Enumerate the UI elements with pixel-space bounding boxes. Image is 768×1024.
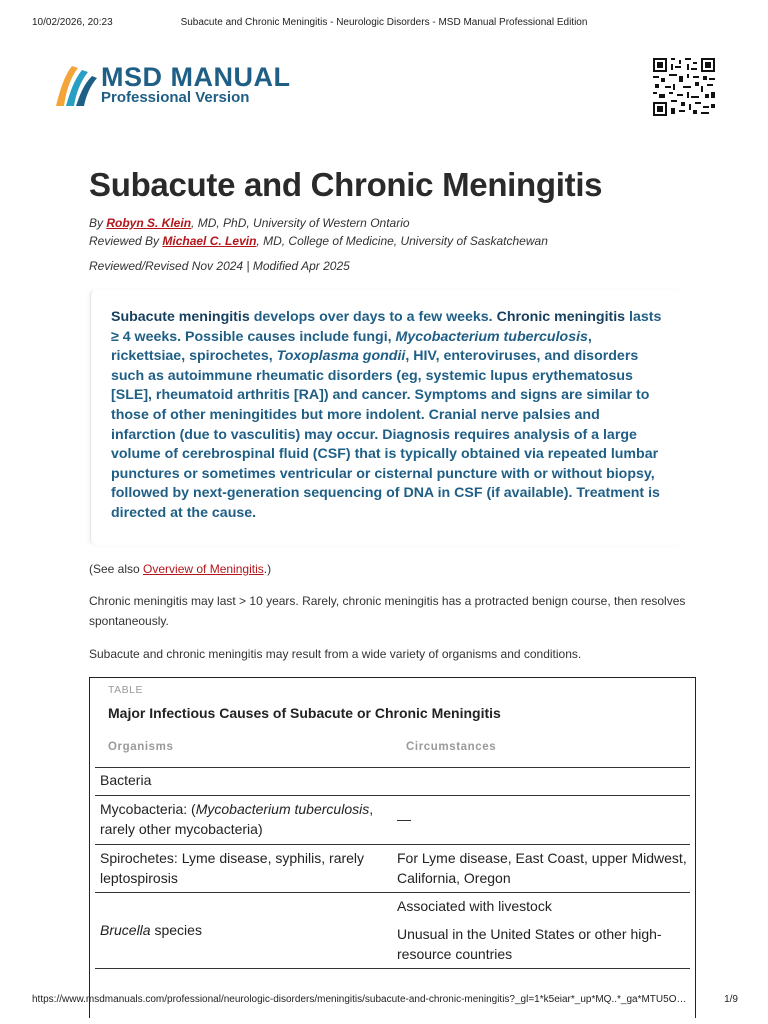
table-title: Major Infectious Causes of Subacute or Chronic Meningitis [108, 705, 501, 721]
table-cell-organism: Brucella species [100, 922, 202, 938]
table-divider [95, 795, 690, 796]
author-link[interactable]: Robyn S. Klein [106, 216, 192, 230]
table-divider [95, 968, 690, 969]
body-paragraph: Chronic meningitis may last > 10 years. Rarely, chronic meningitis has a protracted benign course, then resolves spontaneously. [89, 594, 686, 628]
table-cell-organism: Bacteria [100, 772, 152, 788]
table-cell-organism: Spirochetes: Lyme disease, syphilis, rarely leptospirosis [100, 850, 365, 886]
see-also: (See also Overview of Meningitis.) [89, 562, 272, 576]
logo-subtitle: Professional Version [101, 89, 250, 106]
print-page-number: 1/9 [724, 994, 738, 1005]
reviewer-byline: Reviewed By Michael C. Levin, MD, College of Medicine, University of Saskatchewan [89, 234, 548, 248]
table-cell-circumstance: Unusual in the United States or other high-resource countries [397, 926, 662, 962]
table-divider [95, 844, 690, 845]
qr-code-icon [653, 58, 715, 116]
print-timestamp: 10/02/2026, 20:23 [32, 17, 113, 28]
column-header-circumstances: Circumstances [406, 741, 497, 753]
logo-title: MSD MANUAL [101, 62, 291, 92]
print-footer [0, 994, 768, 1008]
table-tag: TABLE [108, 684, 143, 696]
print-page-title: Subacute and Chronic Meningitis - Neurologic Disorders - MSD Manual Professional Edition [180, 17, 588, 28]
table-cell-circumstance: Associated with livestock [397, 898, 552, 914]
article-title: Subacute and Chronic Meningitis [89, 166, 603, 203]
causes-table [89, 677, 696, 1018]
review-dates: Reviewed/Revised Nov 2024 | Modified Apr 2025 [89, 259, 350, 273]
column-header-organisms: Organisms [108, 741, 174, 753]
summary-box [90, 290, 681, 545]
table-cell-circumstance: — [397, 811, 411, 827]
print-header [0, 17, 768, 31]
msd-logo-icon [54, 62, 98, 108]
table-divider [95, 767, 690, 768]
table-cell-circumstance: For Lyme disease, East Coast, upper Midwest, California, Oregon [397, 850, 687, 886]
overview-meningitis-link[interactable]: Overview of Meningitis [143, 562, 264, 576]
body-paragraph: Subacute and chronic meningitis may result from a wide variety of organisms and conditions. [89, 647, 582, 661]
table-divider [95, 892, 690, 893]
summary-text: Subacute meningitis develops over days to a few weeks. Chronic meningitis lasts ≥ 4 weeks. Possible causes include fungi, Mycobacterium tuberculosis, rickettsiae, spirochetes, Toxoplasma gondii, HIV, enteroviruses, and disorders such as autoimmune rheumatic disorders (eg, systemic lupus erythematosus [SLE], rheumatoid arthritis [RA]) and cancer. Symptoms and signs are similar to those of other meningitides but more indolent. Cranial nerve palsies and infarction (due to vasculitis) may occur. Diagnosis requires analysis of a large volume of cerebrospinal fluid (CSF) that is typically obtained via repeated lumbar punctures or sometimes ventricular or cisternal puncture with or without biopsy, followed by next-generation sequencing of DNA in CSF (if available). Treatment is directed at the cause. [111, 309, 662, 521]
reviewer-link[interactable]: Michael C. Levin [162, 234, 257, 248]
msd-manual-logo[interactable] [54, 60, 314, 110]
table-cell-organism: Mycobacteria: (Mycobacterium tuberculosis, rarely other mycobacteria) [100, 801, 374, 837]
author-byline: By Robyn S. Klein, MD, PhD, University of Western Ontario [89, 216, 410, 230]
print-url: https://www.msdmanuals.com/professional/neurologic-disorders/meningitis/subacute-and-chronic-meningitis?_gl=1*k5eiar*_up*MQ..*_ga*MTU5O… [32, 994, 687, 1005]
